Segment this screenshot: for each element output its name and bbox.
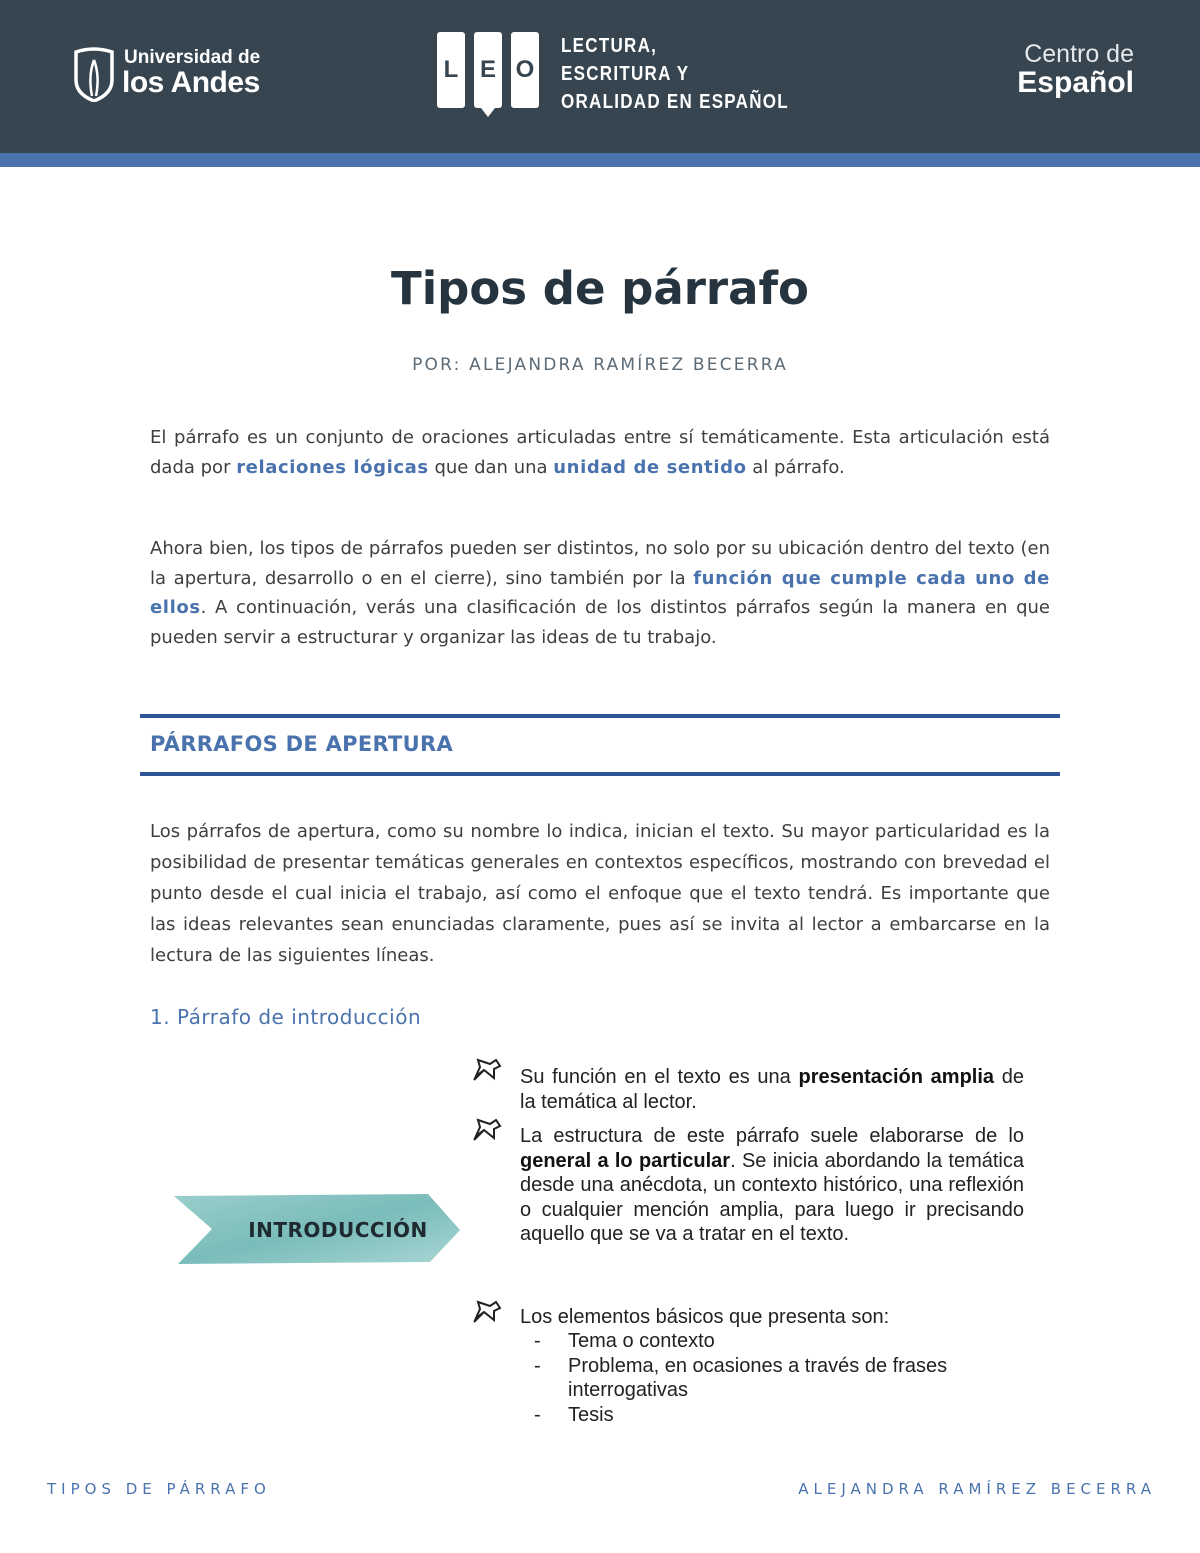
intro-p2-text-b: . A continuación, verás una clasificación de los distintos párrafos según la manera en que pueden servir a estructurar y organizar las ideas de tu trabajo. xyxy=(150,597,1050,648)
pushpin-icon xyxy=(472,1056,504,1082)
bullet-estructura xyxy=(520,1124,1024,1247)
intro-p1-text-a: El párrafo es un conjunto de oraciones articuladas entre sí temáticamente. Esta articulación está dada por xyxy=(150,427,1050,478)
intro-p1-text-b: que dan una xyxy=(428,456,554,478)
section-title: PÁRRAFOS DE APERTURA xyxy=(150,732,454,756)
leo-tile-l: L xyxy=(437,32,465,108)
dash-marker: - xyxy=(534,1330,541,1352)
header-bar xyxy=(0,0,1200,153)
header-accent-stripe xyxy=(0,153,1200,167)
intro-paragraph-2 xyxy=(150,534,1050,652)
author-line: POR: ALEJANDRA RAMÍREZ BECERRA xyxy=(412,355,788,375)
list-item-text: Problema, en ocasiones a través de frases interrogativas xyxy=(568,1354,948,1401)
section-rule-top xyxy=(140,714,1060,718)
centro-de-espanol-logo xyxy=(1017,40,1134,98)
elements-list xyxy=(534,1329,988,1427)
intro-p2-text-a: Ahora bien, los tipos de párrafos pueden ser distintos, no solo por su ubicación dentro del texto (en la apertura, desarrollo o en el cierre), sino también por la xyxy=(150,538,1050,589)
banner-label: INTRODUCCIÓN xyxy=(248,1218,428,1242)
leo-tile-e: E xyxy=(474,32,502,108)
highlight-funcion: función que cumple cada uno de ellos xyxy=(150,567,1050,618)
footer-author: ALEJANDRA RAMÍREZ BECERRA xyxy=(798,1480,1156,1498)
bullet-elementos: Los elementos básicos que presenta son: xyxy=(520,1306,890,1328)
page-title: Tipos de párrafo xyxy=(391,262,809,315)
pushpin-icon xyxy=(472,1298,504,1324)
centro-line2: Español xyxy=(1017,66,1134,99)
bullet2-text-a: La estructura de este párrafo suele elaborarse de lo xyxy=(520,1125,1024,1147)
bullet1-text-a: Su función en el texto es una xyxy=(520,1066,799,1088)
intro-p1-text-c: al párrafo. xyxy=(746,456,845,478)
section-body: Los párrafos de apertura, como su nombre lo indica, inician el texto. Su mayor particularidad es la posibilidad de presentar temáticas generales en contextos específicos, mostrando con brevedad el punto desde el cual inicia el trabajo, así como el enfoque que el texto tendrá. Es importante que las ideas relevantes sean enunciadas claramente, pues así se invita al lector a embarcarse en la lectura de las siguientes líneas. xyxy=(150,821,1050,966)
bullet2-bold: general a lo particular xyxy=(520,1149,731,1172)
list-item-text: Tesis xyxy=(568,1403,614,1426)
leo-tile-o: O xyxy=(511,32,539,108)
leo-text xyxy=(561,32,789,116)
bullet1-bold: presentación amplia xyxy=(798,1066,995,1088)
section-rule-bottom xyxy=(140,772,1060,776)
list-item xyxy=(534,1354,988,1403)
pushpin-icon xyxy=(472,1116,504,1142)
dash-marker: - xyxy=(534,1403,541,1426)
pen-nib-icon xyxy=(481,108,495,118)
university-name-line2: los Andes xyxy=(122,66,260,99)
bullet2-text-b: . Se inicia abordando la temática desde una anécdota, un contexto histórico, una reflexión o cualquier mención amplia, para luego ir precisando aquello que se va a tratar en el texto. xyxy=(520,1149,1024,1245)
university-shield-icon xyxy=(70,46,118,102)
highlight-unidad-de-sentido: unidad de sentido xyxy=(553,456,747,478)
highlight-relaciones-logicas: relaciones lógicas xyxy=(236,456,429,478)
centro-line1: Centro de xyxy=(1024,40,1134,68)
intro-paragraph-1 xyxy=(150,423,1050,482)
dash-marker: - xyxy=(534,1354,541,1377)
bullet-funcion xyxy=(520,1065,1024,1114)
list-item-text: Tema o contexto xyxy=(568,1330,715,1352)
leo-text-line3: ORALIDAD EN ESPAÑOL xyxy=(561,91,789,113)
leo-text-line2: ESCRITURA Y xyxy=(561,63,690,85)
university-logo xyxy=(70,44,270,104)
footer-title: TIPOS DE PÁRRAFO xyxy=(47,1480,271,1498)
subsection-title: 1. Párrafo de introducción xyxy=(150,1005,422,1029)
list-item xyxy=(534,1329,988,1354)
leo-text-line1: LECTURA, xyxy=(561,35,658,57)
list-item xyxy=(534,1403,988,1428)
university-name-line1: Universidad de xyxy=(124,47,261,68)
bullet1-text-b: de la temática al lector. xyxy=(520,1066,1024,1113)
